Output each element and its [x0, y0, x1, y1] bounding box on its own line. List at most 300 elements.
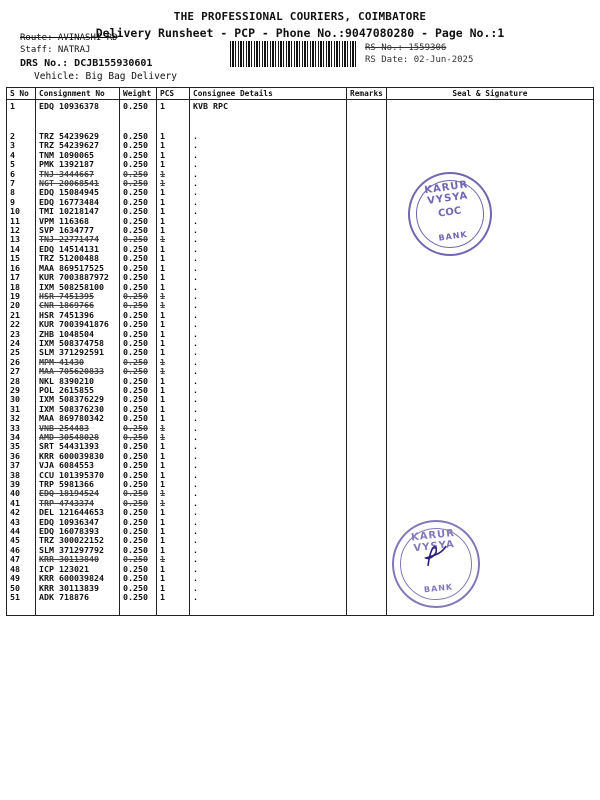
row-consignment-no: EDQ 14514131 — [36, 245, 120, 254]
row-weight: 0.250 — [120, 555, 157, 564]
row-consignee-details: . — [190, 283, 347, 292]
row-pcs: 1 — [157, 339, 190, 348]
row-weight: 0.250 — [120, 292, 157, 301]
row-weight: 0.250 — [120, 141, 157, 150]
row-consignment-no: DEL 121644653 — [36, 508, 120, 517]
table-row — [7, 292, 594, 301]
row-consignment-no: TRZ 54239629 — [36, 132, 120, 141]
row-sno: 22 — [7, 320, 36, 329]
row-pcs: 1 — [157, 179, 190, 188]
row-weight: 0.250 — [120, 198, 157, 207]
row-pcs: 1 — [157, 320, 190, 329]
row-pcs: 1 — [157, 348, 190, 357]
table-row — [7, 217, 594, 226]
table-row — [7, 207, 594, 216]
table-row — [7, 160, 594, 169]
row-weight: 0.250 — [120, 386, 157, 395]
row-pcs: 1 — [157, 546, 190, 555]
row-remarks — [347, 348, 387, 357]
row-consignee-details: . — [190, 424, 347, 433]
row-consignment-no: EDQ 16078393 — [36, 527, 120, 536]
row-weight: 0.250 — [120, 424, 157, 433]
row-consignee-details: KVB RPC — [190, 100, 347, 133]
row-sno: 45 — [7, 536, 36, 545]
row-consignment-no: EDQ 15084945 — [36, 188, 120, 197]
row-weight: 0.250 — [120, 283, 157, 292]
row-remarks — [347, 555, 387, 564]
row-consignment-no: ZHB 1048504 — [36, 330, 120, 339]
row-remarks — [347, 330, 387, 339]
row-pcs: 1 — [157, 584, 190, 593]
row-pcs: 1 — [157, 480, 190, 489]
row-pcs: 1 — [157, 141, 190, 150]
row-consignment-no: MPM 41430 — [36, 358, 120, 367]
row-remarks — [347, 339, 387, 348]
row-seal-signature — [386, 301, 593, 310]
row-consignee-details: . — [190, 433, 347, 442]
row-consignee-details: . — [190, 536, 347, 545]
row-sno: 47 — [7, 555, 36, 564]
row-consignment-no: TRZ 300022152 — [36, 536, 120, 545]
row-remarks — [347, 471, 387, 480]
row-pcs: 1 — [157, 292, 190, 301]
row-sno: 40 — [7, 489, 36, 498]
row-pcs: 1 — [157, 555, 190, 564]
row-pcs: 1 — [157, 245, 190, 254]
table-row — [7, 584, 594, 593]
row-seal-signature — [386, 330, 593, 339]
table-row — [7, 471, 594, 480]
table-row — [7, 377, 594, 386]
row-weight: 0.250 — [120, 207, 157, 216]
row-sno: 50 — [7, 584, 36, 593]
row-sno: 17 — [7, 273, 36, 282]
row-seal-signature — [386, 424, 593, 433]
runsheet-title: Delivery Runsheet - PCP - Phone No.:9047080280 - Page No.:1 — [95, 26, 505, 40]
row-consignment-no: SVP 1634777 — [36, 226, 120, 235]
row-sno: 7 — [7, 179, 36, 188]
row-consignee-details: . — [190, 132, 347, 141]
row-seal-signature — [386, 170, 593, 179]
row-remarks — [347, 235, 387, 244]
row-remarks — [347, 527, 387, 536]
row-weight: 0.250 — [120, 499, 157, 508]
rs-number: RS No.: 1559306 — [365, 43, 447, 53]
row-remarks — [347, 536, 387, 545]
row-consignment-no: IXM 508374758 — [36, 339, 120, 348]
row-consignee-details: . — [190, 527, 347, 536]
row-consignment-no: TNJ 3444667 — [36, 170, 120, 179]
row-pcs: 1 — [157, 273, 190, 282]
row-pcs: 1 — [157, 377, 190, 386]
row-weight: 0.250 — [120, 414, 157, 423]
row-pcs: 1 — [157, 207, 190, 216]
row-sno: 32 — [7, 414, 36, 423]
row-seal-signature — [386, 489, 593, 498]
row-seal-signature — [386, 367, 593, 376]
row-weight: 0.250 — [120, 508, 157, 517]
row-pcs: 1 — [157, 433, 190, 442]
row-consignment-no: SLM 371297792 — [36, 546, 120, 555]
row-seal-signature — [386, 132, 593, 141]
row-consignment-no: IXM 508376230 — [36, 405, 120, 414]
row-consignment-no: MAA 869517525 — [36, 264, 120, 273]
row-seal-signature — [386, 508, 593, 517]
route-label: Route: AVINASHI RD — [20, 33, 118, 43]
row-consignee-details: . — [190, 574, 347, 583]
row-remarks — [347, 367, 387, 376]
row-seal-signature — [386, 461, 593, 470]
row-remarks — [347, 254, 387, 263]
row-seal-signature — [386, 348, 593, 357]
row-sno: 14 — [7, 245, 36, 254]
runsheet-table — [6, 87, 594, 616]
row-consignment-no: CCU 101395370 — [36, 471, 120, 480]
row-pcs: 1 — [157, 301, 190, 310]
row-sno: 26 — [7, 358, 36, 367]
row-consignment-no: TRP 4743374 — [36, 499, 120, 508]
row-remarks — [347, 452, 387, 461]
row-seal-signature — [386, 414, 593, 423]
stamp-text-top: KARUR VYSYA — [423, 179, 470, 207]
row-remarks — [347, 245, 387, 254]
row-remarks — [347, 217, 387, 226]
row-weight: 0.250 — [120, 442, 157, 451]
row-consignee-details: . — [190, 584, 347, 593]
row-consignee-details: . — [190, 198, 347, 207]
table-row — [7, 414, 594, 423]
row-sno: 43 — [7, 518, 36, 527]
row-sno: 10 — [7, 207, 36, 216]
row-weight: 0.250 — [120, 358, 157, 367]
row-pcs: 1 — [157, 508, 190, 517]
row-remarks — [347, 141, 387, 150]
table-row — [7, 348, 594, 357]
row-consignment-no: IXM 508376229 — [36, 395, 120, 404]
row-pcs: 1 — [157, 489, 190, 498]
row-pcs: 1 — [157, 264, 190, 273]
row-consignment-no: POL 2615855 — [36, 386, 120, 395]
row-consignment-no: IXM 508258100 — [36, 283, 120, 292]
row-sno: 19 — [7, 292, 36, 301]
row-weight: 0.250 — [120, 452, 157, 461]
row-sno: 9 — [7, 198, 36, 207]
row-sno: 49 — [7, 574, 36, 583]
row-pcs: 1 — [157, 574, 190, 583]
row-pcs: 1 — [157, 527, 190, 536]
row-remarks — [347, 499, 387, 508]
stamp2-text-top: KARUR VYSYA — [410, 527, 456, 555]
row-weight: 0.250 — [120, 301, 157, 310]
company-title: THE PROFESSIONAL COURIERS, COIMBATORE — [173, 10, 427, 23]
row-sno: 15 — [7, 254, 36, 263]
row-weight: 0.250 — [120, 461, 157, 470]
row-seal-signature — [386, 273, 593, 282]
row-pcs: 1 — [157, 499, 190, 508]
row-remarks — [347, 188, 387, 197]
row-pcs: 1 — [157, 283, 190, 292]
row-consignment-no: KRR 600039824 — [36, 574, 120, 583]
row-seal-signature — [386, 254, 593, 263]
row-pcs: 1 — [157, 367, 190, 376]
row-sno: 38 — [7, 471, 36, 480]
row-consignee-details: . — [190, 226, 347, 235]
row-consignment-no: VJA 6084553 — [36, 461, 120, 470]
row-remarks — [347, 179, 387, 188]
row-pcs: 1 — [157, 471, 190, 480]
row-seal-signature — [386, 311, 593, 320]
row-consignee-details: . — [190, 160, 347, 169]
row-weight: 0.250 — [120, 405, 157, 414]
row-remarks — [347, 311, 387, 320]
row-remarks — [347, 151, 387, 160]
row-seal-signature — [386, 292, 593, 301]
row-pcs: 1 — [157, 593, 190, 616]
row-consignee-details: . — [190, 141, 347, 150]
row-remarks — [347, 395, 387, 404]
table-row — [7, 141, 594, 150]
row-consignment-no: TRP 5981366 — [36, 480, 120, 489]
row-remarks — [347, 414, 387, 423]
table-row — [7, 593, 594, 616]
row-pcs: 1 — [157, 395, 190, 404]
row-remarks — [347, 377, 387, 386]
row-remarks — [347, 358, 387, 367]
row-remarks — [347, 546, 387, 555]
row-consignee-details: . — [190, 452, 347, 461]
row-consignment-no: MAA 705620833 — [36, 367, 120, 376]
row-pcs: 1 — [157, 330, 190, 339]
row-remarks — [347, 574, 387, 583]
row-seal-signature — [386, 151, 593, 160]
row-sno: 4 — [7, 151, 36, 160]
row-pcs: 1 — [157, 358, 190, 367]
row-remarks — [347, 264, 387, 273]
row-remarks — [347, 508, 387, 517]
row-consignee-details: . — [190, 471, 347, 480]
row-consignee-details: . — [190, 264, 347, 273]
row-remarks — [347, 386, 387, 395]
row-weight: 0.250 — [120, 311, 157, 320]
row-weight: 0.250 — [120, 330, 157, 339]
row-consignment-no: EDQ 16773484 — [36, 198, 120, 207]
drs-number: DRS No.: DCJB155930601 — [20, 58, 153, 69]
row-consignment-no: VNB 254483 — [36, 424, 120, 433]
row-weight: 0.250 — [120, 527, 157, 536]
row-sno: 6 — [7, 170, 36, 179]
row-consignee-details: . — [190, 508, 347, 517]
row-consignment-no: MAA 869780342 — [36, 414, 120, 423]
row-consignee-details: . — [190, 179, 347, 188]
row-sno: 37 — [7, 461, 36, 470]
row-consignment-no: KUR 7003887972 — [36, 273, 120, 282]
row-consignee-details: . — [190, 188, 347, 197]
row-consignee-details: . — [190, 386, 347, 395]
rs-date: RS Date: 02-Jun-2025 — [365, 55, 474, 65]
row-consignee-details: . — [190, 301, 347, 310]
row-weight: 0.250 — [120, 264, 157, 273]
row-consignee-details: . — [190, 546, 347, 555]
row-remarks — [347, 565, 387, 574]
row-sno: 35 — [7, 442, 36, 451]
row-consignment-no: EDQ 18194524 — [36, 489, 120, 498]
row-sno: 25 — [7, 348, 36, 357]
row-pcs: 1 — [157, 217, 190, 226]
row-remarks — [347, 584, 387, 593]
row-consignment-no: HSR 7451395 — [36, 292, 120, 301]
row-pcs: 1 — [157, 414, 190, 423]
row-weight: 0.250 — [120, 593, 157, 616]
row-seal-signature — [386, 433, 593, 442]
table-header-row — [7, 88, 594, 100]
row-sno: 33 — [7, 424, 36, 433]
row-consignment-no: CNR 1869766 — [36, 301, 120, 310]
row-consignee-details: . — [190, 348, 347, 357]
row-remarks — [347, 132, 387, 141]
table-row — [7, 452, 594, 461]
row-remarks — [347, 518, 387, 527]
row-consignment-no: SLM 371292591 — [36, 348, 120, 357]
row-remarks — [347, 433, 387, 442]
row-consignment-no: TRZ 54239627 — [36, 141, 120, 150]
row-weight: 0.250 — [120, 320, 157, 329]
row-pcs: 1 — [157, 565, 190, 574]
row-seal-signature — [386, 395, 593, 404]
row-consignment-no: ADK 718876 — [36, 593, 120, 616]
row-seal-signature — [386, 452, 593, 461]
row-weight: 0.250 — [120, 188, 157, 197]
table-row — [7, 489, 594, 498]
row-consignment-no: EDQ 10936378 — [36, 100, 120, 133]
row-consignee-details: . — [190, 273, 347, 282]
row-consignee-details: . — [190, 358, 347, 367]
row-sno: 5 — [7, 160, 36, 169]
row-pcs: 1 — [157, 198, 190, 207]
row-consignment-no: KRR 30113839 — [36, 584, 120, 593]
row-pcs: 1 — [157, 424, 190, 433]
row-remarks — [347, 226, 387, 235]
row-seal-signature — [386, 442, 593, 451]
row-consignee-details: . — [190, 442, 347, 451]
row-sno: 3 — [7, 141, 36, 150]
row-weight: 0.250 — [120, 217, 157, 226]
row-sno: 18 — [7, 283, 36, 292]
table-row — [7, 100, 594, 133]
row-pcs: 1 — [157, 311, 190, 320]
row-weight: 0.250 — [120, 348, 157, 357]
row-seal-signature — [386, 377, 593, 386]
row-remarks — [347, 207, 387, 216]
row-consignee-details: . — [190, 151, 347, 160]
row-sno: 39 — [7, 480, 36, 489]
row-consignee-details: . — [190, 367, 347, 376]
row-pcs: 1 — [157, 405, 190, 414]
row-seal-signature — [386, 386, 593, 395]
row-remarks — [347, 405, 387, 414]
row-weight: 0.250 — [120, 471, 157, 480]
row-sno: 20 — [7, 301, 36, 310]
row-remarks — [347, 292, 387, 301]
row-consignment-no: TRZ 51200488 — [36, 254, 120, 263]
row-seal-signature — [386, 100, 593, 133]
row-weight: 0.250 — [120, 395, 157, 404]
row-weight: 0.250 — [120, 100, 157, 133]
row-pcs: 1 — [157, 461, 190, 470]
row-seal-signature — [386, 141, 593, 150]
row-pcs: 1 — [157, 452, 190, 461]
row-sno: 29 — [7, 386, 36, 395]
row-sno: 51 — [7, 593, 36, 616]
table-row — [7, 283, 594, 292]
row-seal-signature — [386, 405, 593, 414]
row-consignment-no: SRT 54431393 — [36, 442, 120, 451]
row-weight: 0.250 — [120, 339, 157, 348]
col-seal: Seal & Signature — [386, 88, 593, 100]
row-seal-signature — [386, 283, 593, 292]
row-sno: 12 — [7, 226, 36, 235]
row-seal-signature — [386, 245, 593, 254]
row-consignee-details: . — [190, 489, 347, 498]
row-weight: 0.250 — [120, 226, 157, 235]
row-remarks — [347, 283, 387, 292]
row-sno: 30 — [7, 395, 36, 404]
row-sno: 11 — [7, 217, 36, 226]
row-weight: 0.250 — [120, 273, 157, 282]
row-weight: 0.250 — [120, 377, 157, 386]
row-consignee-details: . — [190, 395, 347, 404]
row-remarks — [347, 100, 387, 133]
row-sno: 24 — [7, 339, 36, 348]
row-consignee-details: . — [190, 565, 347, 574]
row-sno: 8 — [7, 188, 36, 197]
col-sno: S No — [7, 88, 36, 100]
row-weight: 0.250 — [120, 546, 157, 555]
row-sno: 27 — [7, 367, 36, 376]
row-pcs: 1 — [157, 442, 190, 451]
row-consignment-no: KRR 30113840 — [36, 555, 120, 564]
row-pcs: 1 — [157, 518, 190, 527]
row-pcs: 1 — [157, 170, 190, 179]
row-pcs: 1 — [157, 386, 190, 395]
row-remarks — [347, 160, 387, 169]
row-consignee-details: . — [190, 555, 347, 564]
row-weight: 0.250 — [120, 151, 157, 160]
row-pcs: 1 — [157, 160, 190, 169]
row-sno: 34 — [7, 433, 36, 442]
row-consignment-no: PMK 1392187 — [36, 160, 120, 169]
row-remarks — [347, 480, 387, 489]
row-remarks — [347, 593, 387, 616]
row-consignment-no: TNJ 22771474 — [36, 235, 120, 244]
row-pcs: 1 — [157, 100, 190, 133]
row-consignment-no: NGT 20068541 — [36, 179, 120, 188]
row-pcs: 1 — [157, 536, 190, 545]
row-weight: 0.250 — [120, 518, 157, 527]
row-pcs: 1 — [157, 132, 190, 141]
row-seal-signature — [386, 320, 593, 329]
row-consignee-details: . — [190, 405, 347, 414]
row-seal-signature — [386, 358, 593, 367]
row-consignee-details: . — [190, 330, 347, 339]
row-pcs: 1 — [157, 254, 190, 263]
row-seal-signature — [386, 339, 593, 348]
row-sno: 28 — [7, 377, 36, 386]
row-consignee-details: . — [190, 254, 347, 263]
table-row — [7, 301, 594, 310]
stamp2-text-bottom: BANK — [423, 582, 454, 595]
row-consignee-details: . — [190, 414, 347, 423]
row-weight: 0.250 — [120, 235, 157, 244]
